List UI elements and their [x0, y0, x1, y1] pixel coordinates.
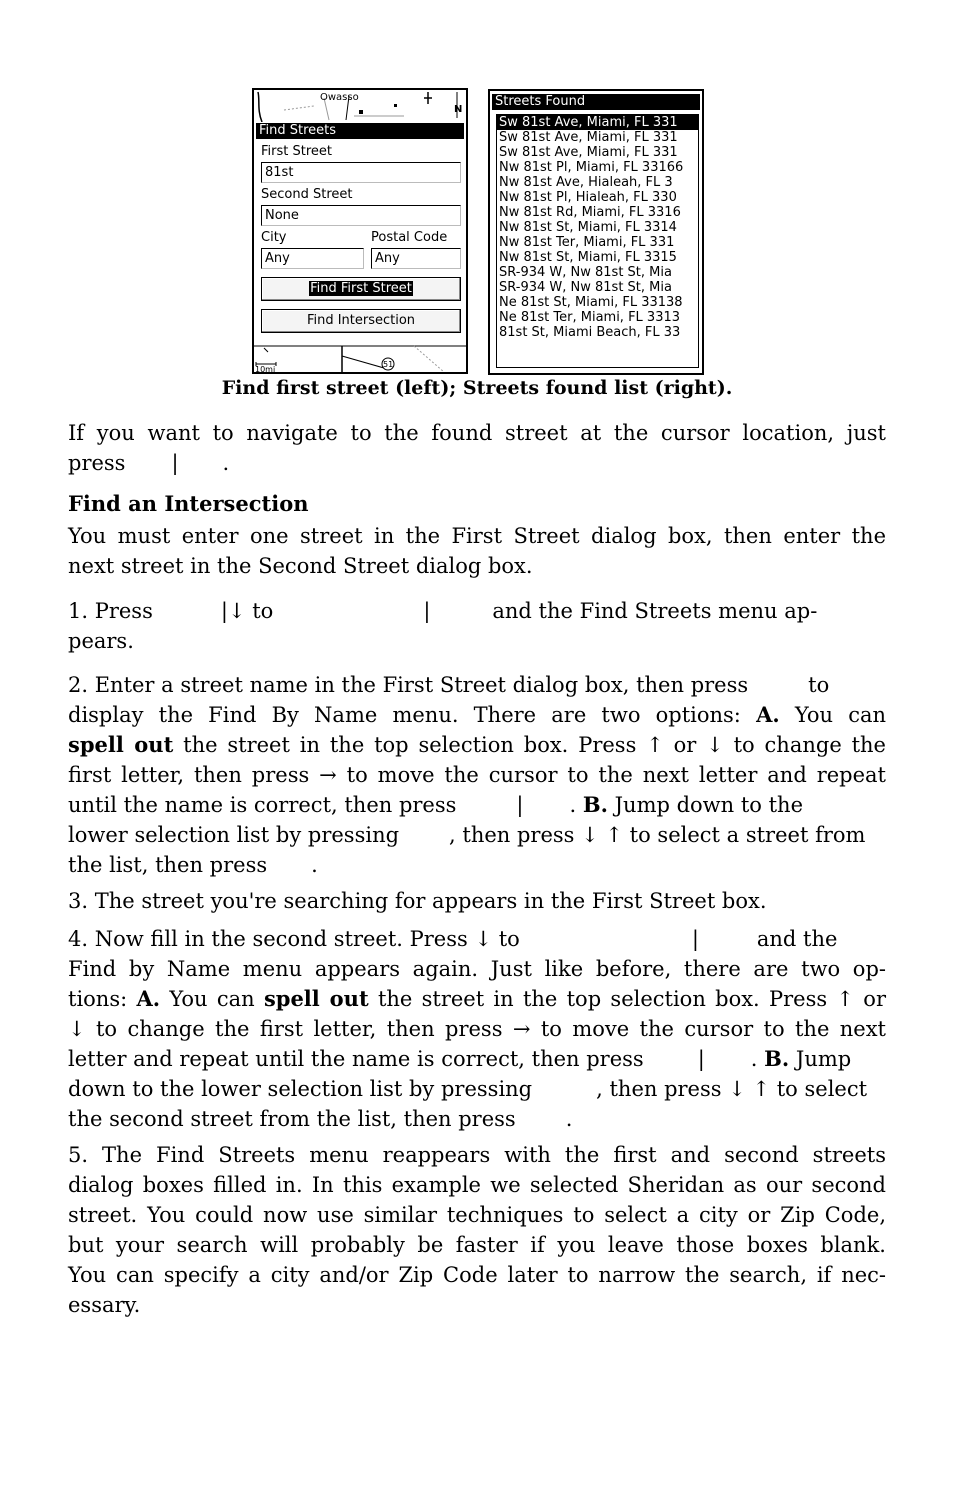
street-result-item[interactable]: Nw 81st Pl, Miami, FL 33166 — [499, 160, 684, 175]
text-run: lower selection list by pressing — [68, 823, 400, 847]
text-run: You can — [169, 987, 255, 1011]
figure-caption: Find first street (left); Streets found list (right). — [221, 377, 733, 399]
step-5-line-5: You can specify a city and/or Zip Code later to narrow the search, if nec- — [68, 1263, 886, 1287]
text-run: 1. Press — [68, 599, 153, 623]
dialog-title: Find Streets — [256, 123, 464, 139]
step-1 — [68, 596, 886, 656]
text-run: | — [691, 927, 699, 951]
step-5-line-3: street. You could now use similar techniques to select a city or Zip Code, — [68, 1203, 886, 1227]
text-run: letter and repeat until the name is correct, then press — [68, 1047, 644, 1071]
step-5-line-6: essary. — [68, 1293, 141, 1317]
city-field[interactable]: Any — [261, 248, 364, 269]
street-result-item[interactable]: Sw 81st Ave, Miami, FL 331 — [497, 115, 698, 130]
intro-line-1: If you want to navigate to the found street at the cursor location, just — [68, 421, 886, 445]
step-5 — [68, 1140, 886, 1320]
text-run: display the Find By Name menu. There are two options: — [68, 703, 741, 727]
step-2 — [68, 670, 886, 880]
street-result-item[interactable]: Nw 81st Pl, Hialeah, FL 330 — [499, 190, 677, 205]
street-result-item[interactable]: Nw 81st St, Miami, FL 3315 — [499, 250, 677, 265]
second-street-label: Second Street — [261, 187, 353, 202]
step-3 — [68, 886, 886, 916]
step-2-line-1 — [68, 670, 886, 700]
find-intersection-label: Find Intersection — [306, 313, 416, 328]
text-run: tions: — [68, 987, 128, 1011]
first-street-label: First Street — [261, 144, 332, 159]
intersection-line-1: You must enter one street in the First Street dialog box, then enter the — [68, 524, 886, 548]
step-2-line-6 — [68, 820, 886, 850]
map-top-graphic — [254, 90, 466, 122]
text-run: | — [171, 451, 179, 475]
text-run: | — [697, 1047, 705, 1071]
text-run: . — [565, 1107, 573, 1131]
second-street-field[interactable]: None — [261, 205, 461, 226]
street-result-item[interactable]: Nw 81st Ter, Miami, FL 331 — [499, 235, 675, 250]
text-run: down to the lower selection list by pressing — [68, 1077, 533, 1101]
text-run: 4. Now fill in the second street. Press ↓ to — [68, 927, 520, 951]
intro-paragraph — [68, 418, 886, 478]
map-place-label: Owasso — [320, 92, 359, 103]
step-1-line-1 — [68, 596, 886, 626]
step-4 — [68, 924, 886, 1134]
street-result-item[interactable]: Nw 81st Ave, Hialeah, FL 3 — [499, 175, 673, 190]
street-result-item[interactable]: Ne 81st St, Miami, FL 33138 — [499, 295, 683, 310]
text-run: B. — [582, 792, 608, 817]
text-run: Jump — [795, 1047, 852, 1071]
text-run: You can — [794, 703, 887, 727]
step-5-line-2: dialog boxes filled in. In this example we selected Sheridan as our second — [68, 1173, 886, 1197]
step-5-line-4: but your search will probably be faster if you leave those boxes blank. — [68, 1233, 886, 1257]
text-run: and the Find Streets menu ap- — [492, 599, 818, 623]
text-run: and the — [756, 927, 838, 951]
step-4-line-7 — [68, 1104, 886, 1134]
step-1-line-2: pears. — [68, 629, 134, 653]
text-run: Jump down to the — [614, 793, 804, 817]
map-bottom-graphic — [254, 342, 466, 372]
intersection-line-2: next street in the Second Street dialog box. — [68, 554, 533, 578]
text-run: the street in the top selection box. Press ↑ or ↓ to change the — [183, 733, 886, 757]
streets-found-screenshot — [488, 89, 704, 375]
street-result-item[interactable]: Ne 81st Ter, Miami, FL 3313 — [499, 310, 681, 325]
map-background-top — [254, 90, 466, 122]
step-2-line-3 — [68, 730, 886, 760]
text-run: spell out — [68, 732, 174, 757]
intersection-intro — [68, 521, 886, 581]
step-5-line-1: 5. The Find Streets menu reappears with the first and second streets — [68, 1143, 886, 1167]
street-result-item[interactable]: 81st St, Miami Beach, FL 33 — [499, 325, 681, 340]
route-marker: 51 — [383, 360, 394, 369]
step-2-line-7 — [68, 850, 886, 880]
find-first-street-label: Find First Street — [310, 281, 412, 296]
text-run: A. — [136, 986, 161, 1011]
north-indicator: N — [454, 104, 463, 115]
step-4-line-3 — [68, 984, 886, 1014]
text-run: A. — [756, 702, 780, 727]
text-run: |↓ to — [220, 599, 274, 623]
first-street-field[interactable]: 81st — [261, 162, 461, 183]
text-run: press — [68, 451, 126, 475]
streets-found-title: Streets Found — [492, 94, 700, 110]
scale-label: 10mi — [255, 365, 276, 372]
map-background-bottom — [254, 342, 466, 372]
text-run: | — [423, 599, 431, 623]
text-run: the street in the top selection box. Press ↑ or — [377, 987, 886, 1011]
step-4-line-5 — [68, 1044, 886, 1074]
step-4-line-1 — [68, 924, 886, 954]
streets-found-list[interactable] — [496, 114, 699, 368]
text-run: the second street from the list, then press — [68, 1107, 516, 1131]
step-4-line-2: Find by Name menu appears again. Just like before, there are two op- — [68, 957, 886, 981]
text-run: | — [516, 793, 524, 817]
street-result-item[interactable]: Nw 81st St, Miami, FL 3314 — [499, 220, 677, 235]
find-streets-dialog — [256, 123, 464, 341]
text-run: to — [808, 673, 830, 697]
street-result-item[interactable]: Sw 81st Ave, Miami, FL 331 — [499, 145, 678, 160]
find-streets-screenshot — [252, 88, 468, 374]
step-2-line-2 — [68, 700, 886, 730]
postal-code-field[interactable]: Any — [371, 248, 461, 269]
street-result-item[interactable]: SR-934 W, Nw 81st St, Mia — [499, 265, 672, 280]
text-run: until the name is correct, then press — [68, 793, 457, 817]
text-run: , then press ↓ ↑ to select a street from — [449, 823, 866, 847]
text-run: . — [750, 1047, 758, 1071]
section-heading: Find an Intersection — [68, 491, 309, 516]
text-run: the list, then press — [68, 853, 268, 877]
find-first-street-button[interactable] — [261, 277, 461, 301]
intro-line-2 — [68, 448, 886, 478]
text-run: . — [569, 793, 577, 817]
text-run: , then press ↓ ↑ to select — [596, 1077, 868, 1101]
step-3-line-1: 3. The street you're searching for appears in the First Street box. — [68, 889, 767, 913]
find-intersection-button[interactable] — [261, 309, 461, 333]
text-run: . — [311, 853, 318, 877]
city-label: City — [261, 230, 287, 245]
text-run: 2. Enter a street name in the First Street dialog box, then press — [68, 673, 749, 697]
street-result-item[interactable]: Sw 81st Ave, Miami, FL 331 — [499, 130, 678, 145]
street-result-item[interactable]: Nw 81st Rd, Miami, FL 3316 — [499, 205, 681, 220]
step-2-line-5 — [68, 790, 886, 820]
step-4-line-4: ↓ to change the first letter, then press → to move the cursor to the next — [68, 1017, 886, 1041]
step-2-line-4: first letter, then press → to move the cursor to the next letter and repeat — [68, 763, 886, 787]
postal-code-label: Postal Code — [371, 230, 448, 245]
text-run: spell out — [263, 986, 369, 1011]
text-run: B. — [764, 1046, 790, 1071]
street-result-item[interactable]: SR-934 W, Nw 81st St, Mia — [499, 280, 672, 295]
text-run: . — [222, 451, 230, 475]
step-4-line-6 — [68, 1074, 886, 1104]
